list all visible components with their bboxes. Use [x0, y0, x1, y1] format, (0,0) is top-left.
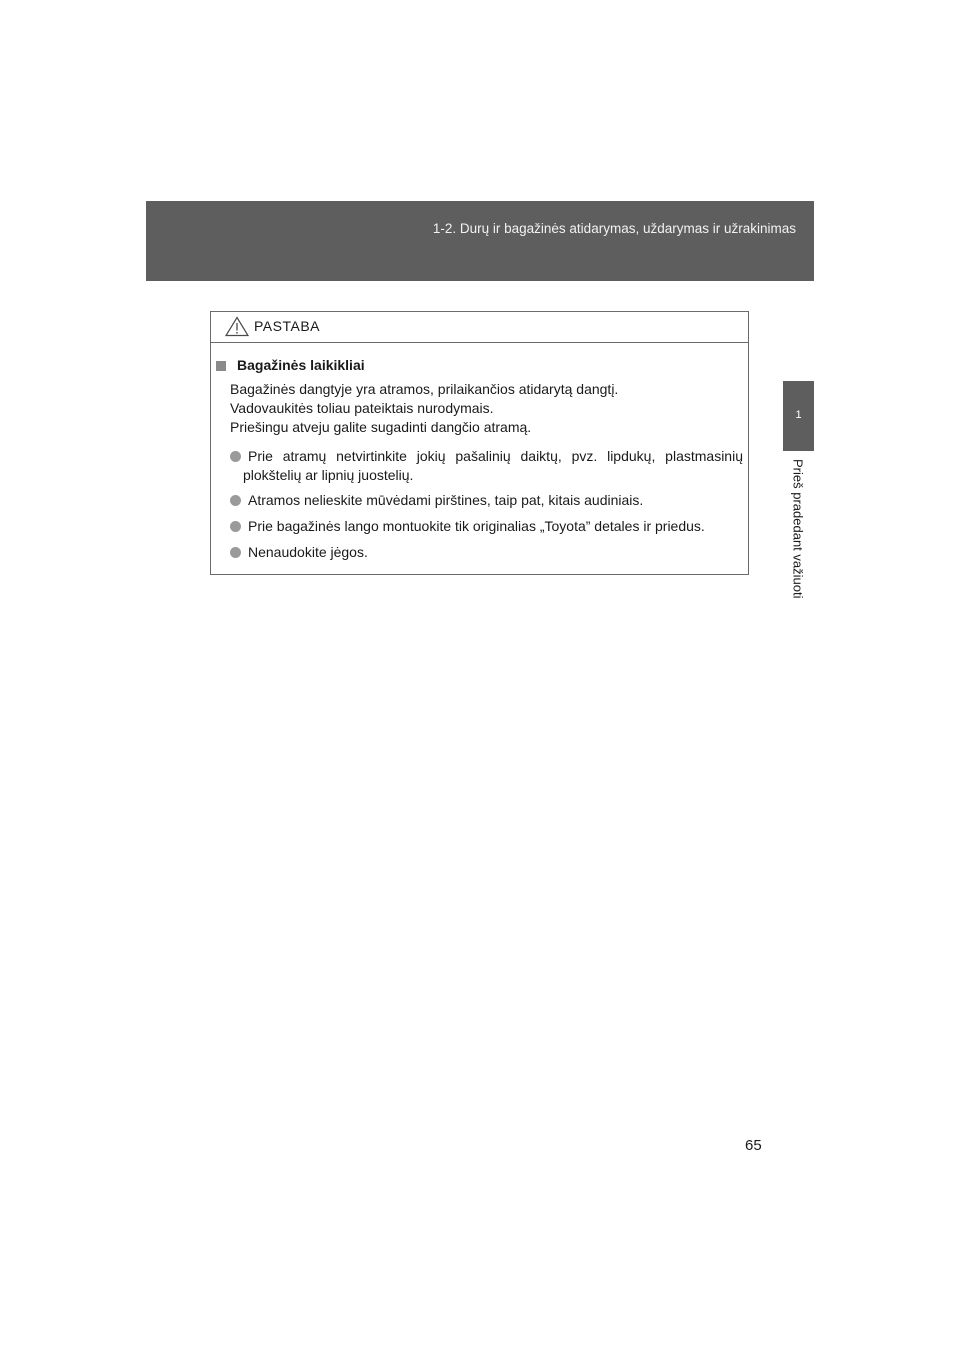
warning-triangle-icon: [225, 316, 249, 337]
list-item: [230, 447, 743, 485]
list-item: [230, 517, 743, 536]
list-item: [230, 491, 743, 510]
list-item-text: Nenaudokite jėgos.: [248, 544, 368, 560]
chapter-title: Prieš pradedant važiuoti: [790, 459, 806, 599]
notice-section-title: [216, 356, 365, 375]
chapter-tab: [783, 381, 814, 451]
section-title: 1-2. Durų ir bagažinės atidarymas, uždarymas ir užrakinimas: [432, 221, 796, 236]
notice-section-title-text: Bagažinės laikikliai: [237, 357, 365, 373]
chapter-number: 1: [795, 409, 802, 421]
notice-box: [210, 311, 749, 575]
circle-bullet-icon: [230, 521, 241, 532]
notice-header: [211, 312, 748, 343]
intro-line: Vadovaukitės toliau pateiktais nurodymais.: [230, 400, 494, 416]
notice-label: PASTABA: [254, 318, 321, 334]
intro-line: Priešingu atveju galite sugadinti dangčio atramą.: [230, 419, 532, 435]
page-number: 65: [745, 1137, 762, 1154]
square-bullet-icon: [216, 361, 226, 371]
intro-line: Bagažinės dangtyje yra atramos, prilaikančios atidarytą dangtį.: [230, 381, 619, 397]
circle-bullet-icon: [230, 495, 241, 506]
list-item-text: Atramos nelieskite mūvėdami pirštines, taip pat, kitais audiniais.: [248, 492, 644, 508]
notice-intro: [230, 380, 740, 437]
chapter-header-band: [146, 201, 814, 281]
list-item-text: Prie bagažinės lango montuokite tik originalias „Toyota” detales ir priedus.: [248, 518, 705, 534]
circle-bullet-icon: [230, 451, 241, 462]
circle-bullet-icon: [230, 547, 241, 558]
list-item-text-continued: plokštelių ar lipnių juostelių.: [243, 467, 414, 483]
list-item: [230, 543, 743, 562]
list-item-text: Prie atramų netvirtinkite jokių pašalinių daiktų, pvz. lipdukų, plastmasinių: [248, 448, 743, 464]
